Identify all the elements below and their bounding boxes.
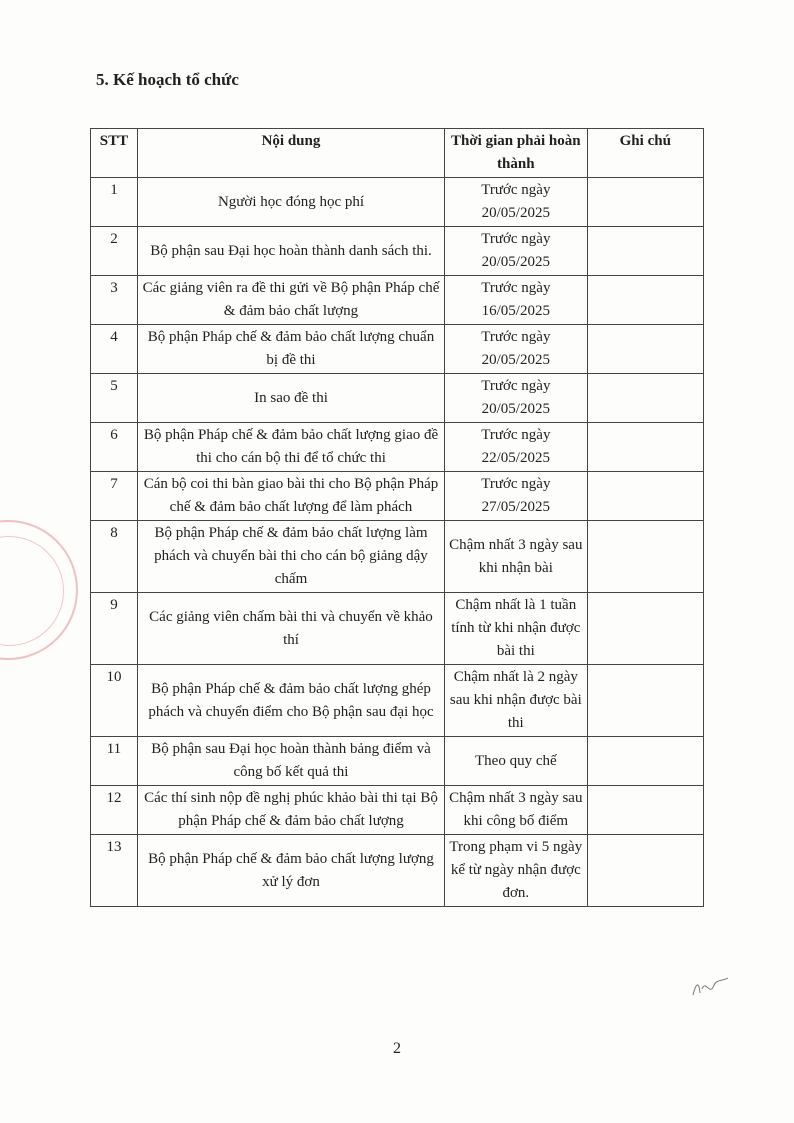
row-deadline: Chậm nhất 3 ngày sau khi công bố điểm — [445, 786, 588, 835]
row-stt: 9 — [91, 593, 138, 665]
table-row — [91, 835, 704, 907]
table-row — [91, 423, 704, 472]
table-row — [91, 665, 704, 737]
row-note — [587, 374, 703, 423]
header-deadline: Thời gian phải hoàn thành — [445, 129, 588, 178]
row-content: Bộ phận sau Đại học hoàn thành bảng điểm và công bố kết quả thi — [137, 737, 444, 786]
row-content: Bộ phận Pháp chế & đảm bảo chất lượng lượng xử lý đơn — [137, 835, 444, 907]
row-stt: 12 — [91, 786, 138, 835]
row-note — [587, 593, 703, 665]
row-stt: 8 — [91, 521, 138, 593]
row-note — [587, 227, 703, 276]
row-deadline: Trước ngày 20/05/2025 — [445, 178, 588, 227]
row-deadline: Trước ngày 20/05/2025 — [445, 325, 588, 374]
row-deadline: Trước ngày 20/05/2025 — [445, 227, 588, 276]
row-stt: 10 — [91, 665, 138, 737]
row-deadline: Chậm nhất 3 ngày sau khi nhận bài — [445, 521, 588, 593]
row-stt: 7 — [91, 472, 138, 521]
row-content: Bộ phận Pháp chế & đảm bảo chất lượng làm phách và chuyển bài thi cho cán bộ giảng dậy chấm — [137, 521, 444, 593]
row-note — [587, 178, 703, 227]
row-note — [587, 325, 703, 374]
row-note — [587, 835, 703, 907]
table-row — [91, 737, 704, 786]
organization-plan-table — [90, 128, 704, 907]
table-row — [91, 593, 704, 665]
table-row — [91, 521, 704, 593]
table-row — [91, 325, 704, 374]
row-stt: 11 — [91, 737, 138, 786]
row-deadline: Trước ngày 22/05/2025 — [445, 423, 588, 472]
row-stt: 2 — [91, 227, 138, 276]
row-deadline: Chậm nhất là 2 ngày sau khi nhận được bài thi — [445, 665, 588, 737]
header-stt: STT — [91, 129, 138, 178]
row-deadline: Theo quy chế — [445, 737, 588, 786]
handwritten-initials — [690, 975, 730, 1001]
row-content: Cán bộ coi thi bàn giao bài thi cho Bộ phận Pháp chế & đảm bảo chất lượng để làm phách — [137, 472, 444, 521]
row-note — [587, 472, 703, 521]
row-stt: 13 — [91, 835, 138, 907]
row-deadline: Chậm nhất là 1 tuần tính từ khi nhận được bài thi — [445, 593, 588, 665]
row-note — [587, 665, 703, 737]
table-row — [91, 786, 704, 835]
row-note — [587, 521, 703, 593]
row-content: Các thí sinh nộp đề nghị phúc khảo bài thi tại Bộ phận Pháp chế & đảm bảo chất lượng — [137, 786, 444, 835]
row-note — [587, 786, 703, 835]
row-content: Bộ phận Pháp chế & đảm bảo chất lượng ghép phách và chuyển điểm cho Bộ phận sau đại học — [137, 665, 444, 737]
row-content: Người học đóng học phí — [137, 178, 444, 227]
row-stt: 4 — [91, 325, 138, 374]
row-content: Các giảng viên ra đề thi gửi về Bộ phận Pháp chế & đảm bảo chất lượng — [137, 276, 444, 325]
row-content: Các giảng viên chấm bài thi và chuyển về khảo thí — [137, 593, 444, 665]
page-number: 2 — [393, 1040, 401, 1057]
table-row — [91, 374, 704, 423]
table-row — [91, 178, 704, 227]
table-body — [91, 178, 704, 907]
table-row — [91, 276, 704, 325]
row-stt: 1 — [91, 178, 138, 227]
row-stt: 3 — [91, 276, 138, 325]
row-note — [587, 737, 703, 786]
row-deadline: Trước ngày 20/05/2025 — [445, 374, 588, 423]
row-note — [587, 276, 703, 325]
header-note: Ghi chú — [587, 129, 703, 178]
section-heading: 5. Kế hoạch tổ chức — [96, 70, 239, 89]
row-content: Bộ phận Pháp chế & đảm bảo chất lượng giao đề thi cho cán bộ thi để tổ chức thi — [137, 423, 444, 472]
row-content: In sao đề thi — [137, 374, 444, 423]
row-stt: 5 — [91, 374, 138, 423]
red-seal-stamp — [0, 520, 78, 660]
row-stt: 6 — [91, 423, 138, 472]
table-row — [91, 227, 704, 276]
table-header-row — [91, 129, 704, 178]
row-content: Bộ phận sau Đại học hoàn thành danh sách thi. — [137, 227, 444, 276]
row-deadline: Trong phạm vi 5 ngày kể từ ngày nhận được đơn. — [445, 835, 588, 907]
table-row — [91, 472, 704, 521]
row-note — [587, 423, 703, 472]
row-deadline: Trước ngày 16/05/2025 — [445, 276, 588, 325]
row-deadline: Trước ngày 27/05/2025 — [445, 472, 588, 521]
header-content: Nội dung — [137, 129, 444, 178]
row-content: Bộ phận Pháp chế & đảm bảo chất lượng chuẩn bị đề thi — [137, 325, 444, 374]
